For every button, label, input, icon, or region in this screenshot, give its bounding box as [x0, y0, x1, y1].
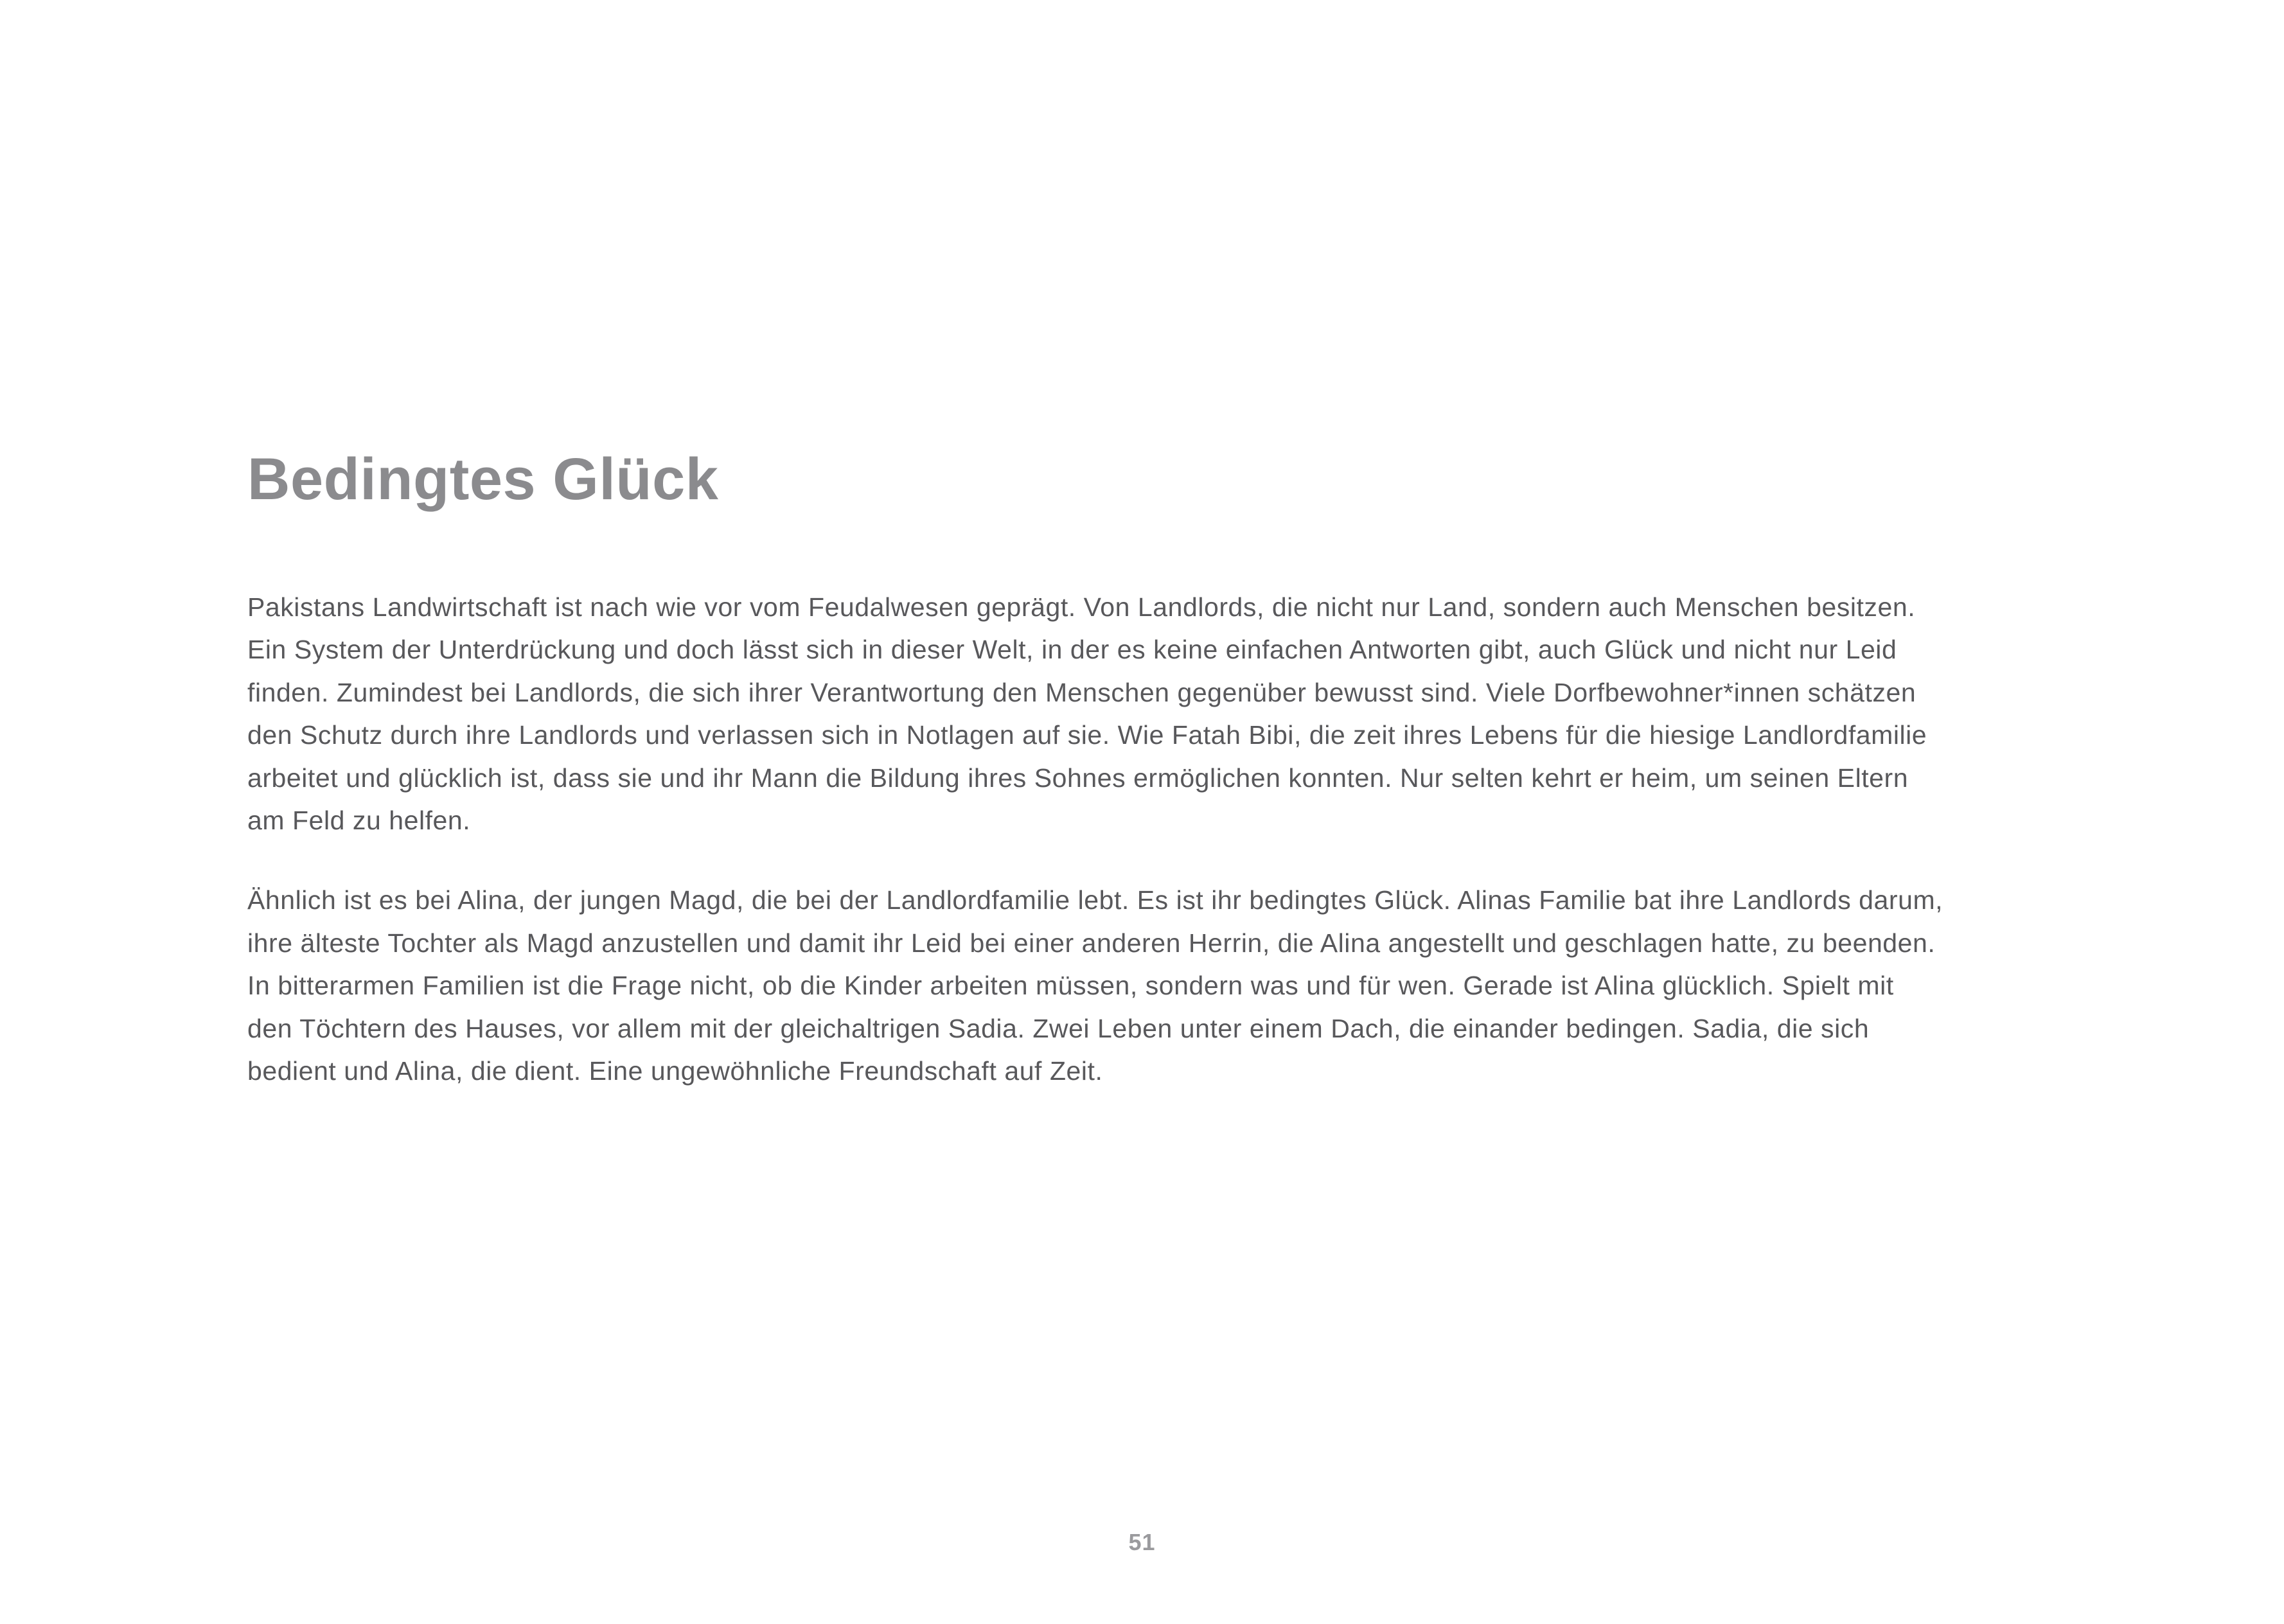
body-paragraph: Ähnlich ist es bei Alina, der jungen Magd, die bei der Landlordfamilie lebt. Es ist ihr bedingtes Glück. Alinas Familie bat ihre Landlords darum, ihre älteste Tochter als Magd anzustellen und damit ihr Leid bei einer anderen Herrin, die Alina angestellt und geschlagen hatte, zu beenden. In bitterarmen Familien ist die Frage nicht, ob die Kinder arbeiten müssen, sondern was und für wen. Gerade ist Alina glücklich. Spielt mit den Töchtern des Hauses, vor allem mit der gleichaltrigen Sadia. Zwei Leben unter einem Dach, die einander bedingen. Sadia, die sich bedient und Alina, die dient. Eine ungewöhnliche Freundschaft auf Zeit. [247, 885, 1943, 1086]
body-paragraph: Pakistans Landwirtschaft ist nach wie vor vom Feudalwesen geprägt. Von Landlords, die nicht nur Land, sondern auch Menschen besitzen. Ein System der Unterdrückung und doch lässt sich in dieser Welt, in der es keine einfachen Antworten gibt, auch Glück und nicht nur Leid finden. Zumindest bei Landlords, die sich ihrer Verantwortung den Menschen gegenüber bewusst sind. Viele Dorfbewohner*innen schätzen den Schutz durch ihre Landlords und verlassen sich in Notlagen auf sie. Wie Fatah Bibi, die zeit ihres Lebens für die hiesige Landlordfamilie arbeitet und glücklich ist, dass sie und ihr Mann die Bildung ihres Sohnes ermöglichen konnten. Nur selten kehrt er heim, um seinen Eltern am Feld zu helfen. [247, 592, 1927, 836]
page-content [247, 446, 1982, 1092]
page-title: Bedingtes Glück [247, 446, 719, 512]
page-number: 51 [1128, 1529, 1156, 1555]
